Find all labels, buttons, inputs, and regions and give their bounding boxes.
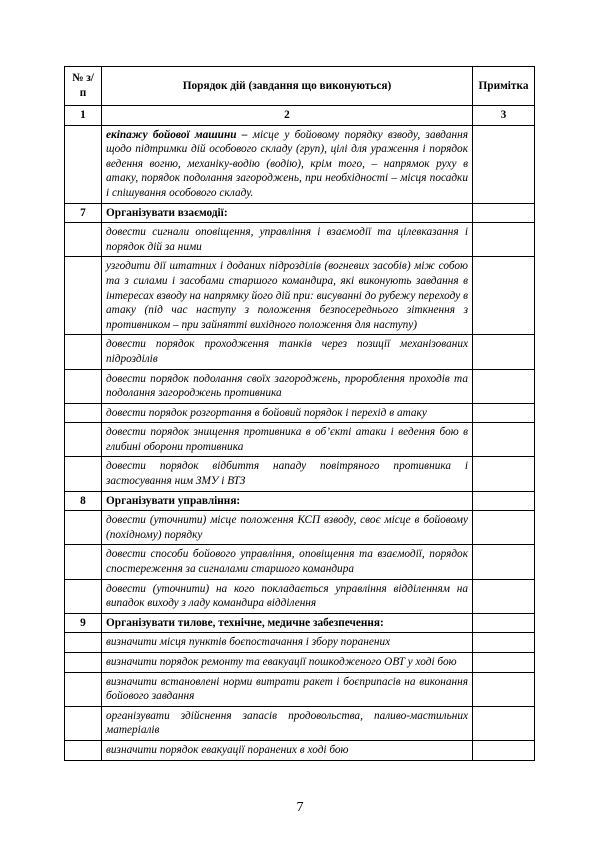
- note-cell: [473, 706, 535, 740]
- task-text: довести (уточнити) місце положення КСП взводу, своє місце в бойовому (похідному) порядку: [102, 511, 473, 545]
- task-row: [65, 369, 535, 403]
- section-row: [65, 203, 535, 223]
- note-cell: [473, 653, 535, 673]
- empty-num-cell: [65, 257, 102, 335]
- task-text: довести порядок розгортання в бойовий порядок і перехід в атаку: [102, 403, 473, 423]
- task-row: [65, 223, 535, 257]
- note-cell: [473, 613, 535, 633]
- note-cell: [473, 672, 535, 706]
- note-cell: [473, 423, 535, 457]
- task-row: [65, 335, 535, 369]
- section-row: [65, 613, 535, 633]
- task-row: [65, 511, 535, 545]
- note-cell: [473, 223, 535, 257]
- section-number: 8: [65, 491, 102, 511]
- column-index: 2: [102, 106, 473, 126]
- task-row: [65, 257, 535, 335]
- task-row: [65, 706, 535, 740]
- task-row: [65, 403, 535, 423]
- note-cell: [473, 579, 535, 613]
- empty-num-cell: [65, 740, 102, 760]
- task-row: [65, 653, 535, 673]
- document-sheet: [64, 66, 534, 761]
- empty-num-cell: [65, 457, 102, 491]
- note-cell: [473, 511, 535, 545]
- task-text: організувати здійснення запасів продовольства, паливо-мастильних матеріалів: [102, 706, 473, 740]
- task-row: [65, 579, 535, 613]
- section-number: 9: [65, 613, 102, 633]
- column-index: 3: [473, 106, 535, 126]
- empty-num-cell: [65, 125, 102, 203]
- note-cell: [473, 545, 535, 579]
- continuation-text: [102, 125, 473, 203]
- task-text: довести порядок проходження танків через позиції механізованих підрозділів: [102, 335, 473, 369]
- section-title: Організувати управління:: [102, 491, 473, 511]
- empty-num-cell: [65, 633, 102, 653]
- task-row: [65, 633, 535, 653]
- task-row: [65, 740, 535, 760]
- note-cell: [473, 740, 535, 760]
- task-text: довести порядок відбиття нападу повітряного противника і застосування ним ЗМУ і ВТЗ: [102, 457, 473, 491]
- empty-num-cell: [65, 706, 102, 740]
- note-cell: [473, 125, 535, 203]
- task-text: визначити встановлені норми витрати ракет і боєприпасів на виконання бойового завдання: [102, 672, 473, 706]
- note-cell: [473, 203, 535, 223]
- empty-num-cell: [65, 653, 102, 673]
- section-title: Організувати взаємодії:: [102, 203, 473, 223]
- note-cell: [473, 491, 535, 511]
- note-cell: [473, 369, 535, 403]
- column-index-row: [65, 106, 535, 126]
- empty-num-cell: [65, 672, 102, 706]
- empty-num-cell: [65, 403, 102, 423]
- task-row: [65, 545, 535, 579]
- note-cell: [473, 335, 535, 369]
- task-text: визначити місця пунктів боєпостачання і збору поранених: [102, 633, 473, 653]
- empty-num-cell: [65, 545, 102, 579]
- empty-num-cell: [65, 511, 102, 545]
- continuation-row: [65, 125, 535, 203]
- task-text: узгодити дії штатних і доданих підрозділів (вогневих засобів) між собою та з силами і засобами старшого командира, які виконують завдання в інтересах взводу на напрямку його дій при: висуванні до рубежу переходу в атаку (під час наступу з положення безпосереднього зіткнення з противником – при зайнятті вихідного положення для наступу): [102, 257, 473, 335]
- task-text: довести способи бойового управління, оповіщення та взаємодії, порядок спостереження за сигналами старшого командира: [102, 545, 473, 579]
- task-row: [65, 457, 535, 491]
- empty-num-cell: [65, 423, 102, 457]
- task-text: довести (уточнити) на кого покладається управління відділенням на випадок виходу з ладу командира відділення: [102, 579, 473, 613]
- section-row: [65, 491, 535, 511]
- note-cell: [473, 457, 535, 491]
- task-text: довести порядок подолання своїх загороджень, пророблення проходів та подолання загороджень противника: [102, 369, 473, 403]
- header-action: Порядок дій (завдання що виконуються): [102, 67, 473, 106]
- note-cell: [473, 403, 535, 423]
- task-text: довести порядок знищення противника в об’єкті атаки і ведення бою в глибині оборони противника: [102, 423, 473, 457]
- header-note: Примітка: [473, 67, 535, 106]
- continuation-lead: екіпажу бойової машини –: [106, 128, 248, 141]
- action-table: [64, 66, 535, 761]
- section-title: Організувати тилове, технічне, медичне забезпечення:: [102, 613, 473, 633]
- section-number: 7: [65, 203, 102, 223]
- continuation-body: місце у бойовому порядку взводу, завдання щодо підтримки дій особового складу (груп), цілі для ураження і порядок ведення вогню, механіку-водію (водію), крім того, – напрямок руху в атаку, порядок подолання загороджень, при необхідності – місця посадки і спішування особового складу.: [106, 128, 468, 199]
- note-cell: [473, 257, 535, 335]
- task-row: [65, 423, 535, 457]
- empty-num-cell: [65, 579, 102, 613]
- task-text: визначити порядок ремонту та евакуації пошкодженого ОВТ у ході бою: [102, 653, 473, 673]
- empty-num-cell: [65, 223, 102, 257]
- empty-num-cell: [65, 369, 102, 403]
- task-text: визначити порядок евакуації поранених в ході бою: [102, 740, 473, 760]
- column-index: 1: [65, 106, 102, 126]
- task-row: [65, 672, 535, 706]
- header-num: № з/п: [65, 67, 102, 106]
- page-number: 7: [296, 800, 304, 815]
- note-cell: [473, 633, 535, 653]
- header-row: [65, 67, 535, 106]
- task-text: довести сигнали оповіщення, управління і взаємодії та цілевказання і порядок дій за ними: [102, 223, 473, 257]
- empty-num-cell: [65, 335, 102, 369]
